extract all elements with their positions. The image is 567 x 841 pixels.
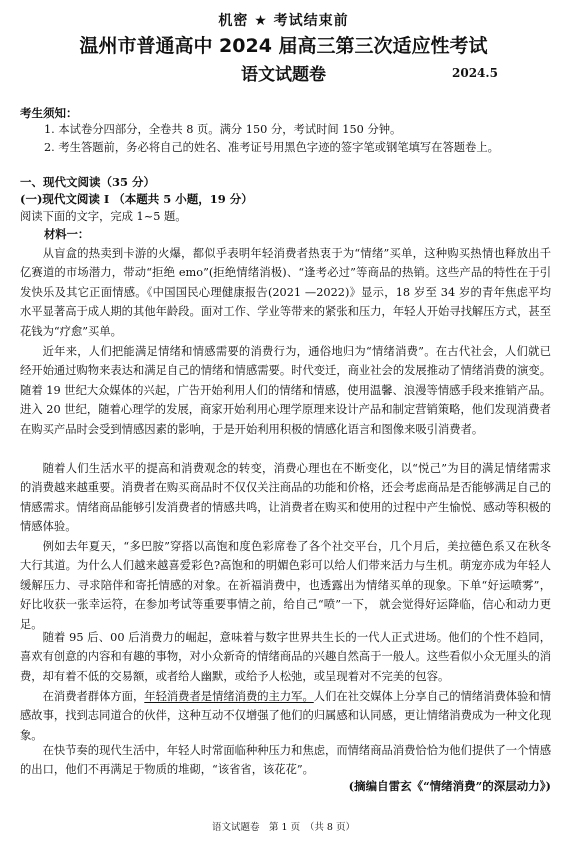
exam-title: 温州市普通高中 2024 届高三第三次适应性考试 [79,35,488,57]
exam-date: 2024.5 [452,66,498,80]
paragraph-1: 从盲盒的热卖到卡游的火爆，都似乎表明年轻消费者热衷于为“情绪”买单，这种购买热情也释放出千亿赛道的市场潜力，带动“拒绝 emo”(拒绝情绪消极)、“逢考必过”等商品的热销。这些产品的特性在于引发快乐及其它正面情感。《中国国民心理健康报告(2021 —2022)》显示，18 岁至 34 岁的青年焦虑平均水平显著高于成人期的其他年龄段。面对工作、学业等带来的紧张和压力，年轻人开始寻找解压方式，甚至花钱为“疗愈”买单。 [20,247,551,338]
paragraph-6-start: 在消费者群体方面， [42,690,145,703]
paragraph-6-rest: 人们在社交媒体上分享自己的情绪消费体验和情感故事，找到志同道合的伙伴，这种互动不仅增强了他们的归属感和认同感，更让情绪消费成为一种文化现象。 [20,690,551,742]
paragraph-5: 随着 95 后、00 后消费力的崛起，意味着与数字世界共生长的一代人正式进场。他们的个性不趋同，喜欢有创意的内容和有趣的事物，对小众新奇的情绪商品的兴趣自然高于一般人。这些看似小众无厘头的消费，却有着不低的交易额，或者给人幽默，或给予人松弛，或呈现着对不完美的包容。 [20,631,551,683]
paragraph-7: 在快节奏的现代生活中，年轻人时常面临种种压力和焦虑，而情绪商品消费恰恰为他们提供了一个情感的出口，他们不再满足于物质的堆砌，“该省省，该花花”。 [20,744,551,777]
paragraph-4: 例如去年夏天，“多巴胺”穿搭以高饱和度色彩席卷了各个社交平台，几个月后，美拉德色系又在秋冬大行其道。为什么人们越来越喜爱彩色?高饱和的明媚色彩可以给人们带来活力与生机。萌宠亦成为年轻人缓解压力、寻求陪伴和寄托情感的对象。在祈福消费中，也透露出为情绪买单的现象。下单“好运喷雾”，好比收获一张幸运符，在参加考试等重要事情之前，给自己“喷”一下， 就会觉得好运降临，信心和动力更足。 [20,540,551,631]
paragraph-2: 近年来，人们把能满足情绪和情感需要的消费行为，通俗地归为“情绪消费”。在古代社会，人们就已经开始通过购物来表达和满足自己的情绪和情感需要。时代变迁，商业社会的发展推动了情绪消费的演变。随着 19 世纪大众媒体的兴起，广告开始利用人们的情绪和情感，使用温馨、浪漫等情感手段来推销产品。进入 20 世纪，随着心理学的发展，商家开始利用心理学原理来设计产品和制定营销策略，他们发现消费者在购买产品时会受到情感因素的影响，于是开始利用积极的情感化语言和图像来吸引消费者。 [20,345,551,436]
material-label: 材料一： [44,227,90,241]
notice-item-1: 1. 本试卷分四部分，全卷共 8 页。满分 150 分，考试时间 150 分钟。 [44,123,402,136]
source-citation: (摘编自雷玄《“情绪消费”的深层动力》) [348,779,551,793]
exam-subtitle: 语文试题卷 [241,65,326,85]
section-subtitle: (一)现代文阅读 I （本题共 5 小题，19 分） [20,192,253,206]
instruction-text: 阅读下面的文字，完成 1~5 题。 [20,210,187,223]
page-footer: 语文试题卷 第 1 页 （共 8 页） [212,822,355,833]
notice-item-2: 2. 考生答题前，务必将自己的姓名、准考证号用黑色字迹的签字笔或钢笔填写在答题卷上。 [44,141,499,154]
section-title: 一、现代文阅读（35 分） [20,175,156,189]
paragraph-6 [20,687,551,745]
notice-title: 考生须知： [20,106,78,120]
paragraph-3: 随着人们生活水平的提高和消费观念的转变，消费心理也在不断变化，以“悦己”为目的满足情绪需求的消费越来越重要。消费者在购买商品时不仅仅关注商品的功能和价格，还会考虑商品是否能够满足自己的情感需求。情绪商品能够引发消费者的情感共鸣，让消费者在购买和使用的过程中产生愉悦、感动等积极的情感体验。 [20,462,551,534]
confidential-label: 机密 ★ 考试结束前 [218,13,349,29]
underlined-sentence: 年轻消费者是情绪消费的主力军。 [144,690,314,703]
